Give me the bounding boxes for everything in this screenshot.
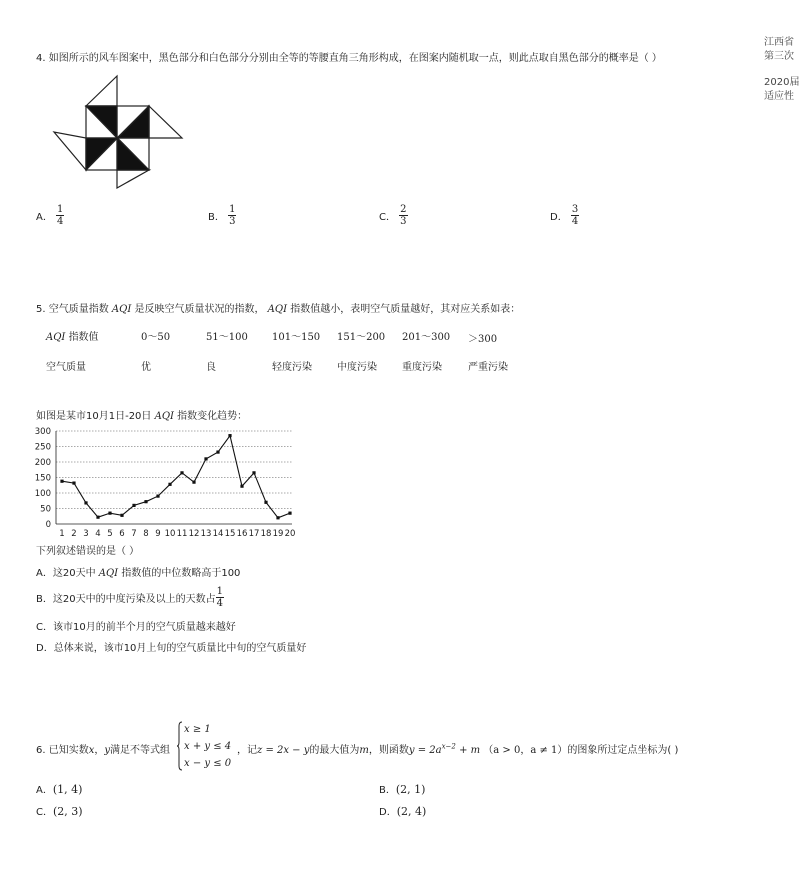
q6-option-a[interactable]: A．(1, 4): [36, 783, 83, 796]
q5-option-b[interactable]: B．这20天中的中度污染及以上的天数占 $\frac{1}{4}$: [36, 586, 223, 609]
q5-option-b-fraction: $\frac{1}{4}$: [216, 586, 223, 609]
chart-point: [192, 481, 195, 484]
q4-option-d-fraction: $\frac{3}{4}$: [571, 204, 579, 227]
q4-option-b-fraction: $\frac{1}{3}$: [229, 204, 236, 227]
chart-x-tick-label: 11: [176, 529, 188, 539]
chart-x-tick-label: 4: [95, 529, 101, 539]
aqi-table-cell: 良: [206, 362, 216, 373]
windmill-blade-left: [54, 132, 86, 170]
chart-point: [108, 512, 111, 515]
sidebar-related-titles: [764, 36, 804, 104]
chart-x-tick-label: 15: [224, 529, 236, 539]
chart-point: [252, 471, 255, 474]
chart-x-tick-label: 7: [131, 529, 137, 539]
q4-option-a[interactable]: A． $\frac{1}{4}$: [36, 204, 64, 227]
chart-y-tick-label: 0: [45, 520, 51, 530]
q4-option-c[interactable]: C． $\frac{2}{3}$: [379, 204, 407, 227]
chart-point: [228, 434, 231, 437]
q5-chart-intro: 如图是某市10月1日-20日 AQI 指数变化趋势：: [36, 411, 248, 422]
chart-point: [156, 495, 159, 498]
chart-x-tick-label: 6: [119, 529, 125, 539]
chart-x-tick-label: 12: [188, 529, 200, 539]
sidebar-line-2[interactable]: 第三次: [764, 51, 794, 62]
chart-y-tick-label: 50: [40, 504, 51, 515]
chart-x-tick-label: 3: [83, 529, 89, 539]
chart-x-tick-label: 2: [71, 529, 77, 539]
aqi-table-cell: 51～100: [206, 332, 248, 343]
aqi-table-cell: 严重污染: [468, 362, 508, 373]
chart-point: [264, 501, 267, 504]
aqi-line-chart: [36, 424, 298, 542]
q5-option-a[interactable]: A．这20天中 AQI 指数值的中位数略高于100: [36, 568, 241, 579]
q6-eq-3: x − y ≤ 0: [184, 758, 232, 769]
chart-point: [168, 483, 171, 486]
chart-point: [120, 514, 123, 517]
chart-point: [96, 516, 99, 519]
q6-option-c[interactable]: C．(2, 3): [36, 805, 83, 818]
chart-point: [72, 481, 75, 484]
chart-y-tick-label: 150: [34, 473, 51, 484]
chart-x-tick-label: 20: [284, 529, 296, 539]
q4-option-d[interactable]: D． $\frac{3}{4}$: [550, 204, 579, 227]
sidebar-line-4[interactable]: 适应性: [764, 91, 794, 102]
q5-question: 下列叙述错误的是（ ）: [36, 546, 140, 557]
chart-y-tick-label: 200: [34, 458, 51, 468]
sidebar-line-1[interactable]: 江西省: [764, 37, 794, 48]
aqi-table-cell: 优: [141, 362, 151, 373]
chart-x-tick-label: 13: [200, 529, 212, 539]
chart-y-tick-label: 100: [34, 489, 51, 499]
chart-point: [180, 471, 183, 474]
chart-x-tick-label: 18: [260, 529, 272, 539]
chart-y-tick-label: 300: [34, 427, 51, 437]
chart-x-tick-label: 5: [107, 529, 113, 539]
q6-eq-1: x ≥ 1: [184, 724, 211, 735]
q5-option-d[interactable]: D．总体来说，该市10月上旬的空气质量比中旬的空气质量好: [36, 643, 307, 654]
q4-option-a-fraction: $\frac{1}{4}$: [57, 204, 64, 227]
aqi-table-cell: ＞300: [468, 334, 498, 345]
aqi-table-row1-header: AQI 指数值: [46, 332, 99, 343]
chart-point: [216, 450, 219, 453]
aqi-table-cell: 101～150: [272, 332, 321, 343]
aqi-table-cell: 201～300: [402, 332, 451, 343]
chart-series-line: [62, 436, 290, 518]
aqi-table-cell: 151～200: [337, 332, 386, 343]
chart-x-tick-label: 19: [272, 529, 284, 539]
q6-stem-start: 6. 已知实数x，y满足不等式组: [36, 745, 171, 756]
aqi-table-cell: 中度污染: [337, 362, 377, 373]
q4-option-b[interactable]: B． $\frac{1}{3}$: [208, 204, 236, 227]
chart-x-tick-label: 10: [164, 529, 176, 539]
chart-point: [144, 500, 147, 503]
chart-point: [84, 501, 87, 504]
chart-point: [204, 457, 207, 460]
chart-point: [132, 504, 135, 507]
q5-option-c[interactable]: C．该市10月的前半个月的空气质量越来越好: [36, 622, 236, 633]
windmill-blade-top: [86, 76, 117, 106]
chart-x-tick-label: 14: [212, 529, 224, 539]
aqi-table-cell: 重度污染: [402, 362, 442, 373]
q6-eq-2: x + y ≤ 4: [184, 741, 232, 752]
chart-y-tick-label: 250: [34, 442, 51, 453]
aqi-table-cell: 轻度污染: [272, 362, 312, 373]
q6-option-d[interactable]: D．(2, 4): [379, 805, 427, 818]
chart-point: [288, 512, 291, 515]
aqi-table-cell: 0～50: [141, 332, 171, 343]
sidebar-line-3[interactable]: 2020届: [764, 77, 800, 88]
chart-x-tick-label: 8: [143, 529, 149, 539]
windmill-blade-bottom: [117, 170, 149, 188]
q5-stem: 5. 空气质量指数 AQI 是反映空气质量状况的指数， AQI 指数值越小，表明空气质量越好，其对应关系如表：: [36, 304, 521, 315]
chart-x-tick-label: 17: [248, 529, 260, 539]
left-brace-icon: [177, 721, 183, 771]
q6-inequality-system: [177, 721, 237, 773]
q4-option-c-fraction: $\frac{2}{3}$: [400, 204, 407, 227]
chart-x-tick-label: 9: [155, 529, 161, 539]
chart-point: [60, 480, 63, 483]
q6-stem-end: ，记z = 2x − y的最大值为m，则函数$y = 2a^{x-2} + m$ （a > 0，a ≠ 1）的图象所过定点坐标为( ): [237, 742, 679, 756]
chart-point: [276, 516, 279, 519]
q6-option-b[interactable]: B．(2, 1): [379, 783, 426, 796]
windmill-blade-right: [149, 106, 182, 138]
chart-point: [240, 485, 243, 488]
chart-x-tick-label: 1: [59, 529, 65, 539]
windmill-figure: [52, 76, 186, 190]
aqi-table-row2-header: 空气质量: [46, 362, 86, 373]
chart-x-tick-label: 16: [236, 529, 248, 539]
q4-stem: 4. 如图所示的风车图案中，黑色部分和白色部分分别由全等的等腰直角三角形构成，在图案内随机取一点，则此点取自黑色部分的概率是（ ）: [36, 53, 662, 64]
